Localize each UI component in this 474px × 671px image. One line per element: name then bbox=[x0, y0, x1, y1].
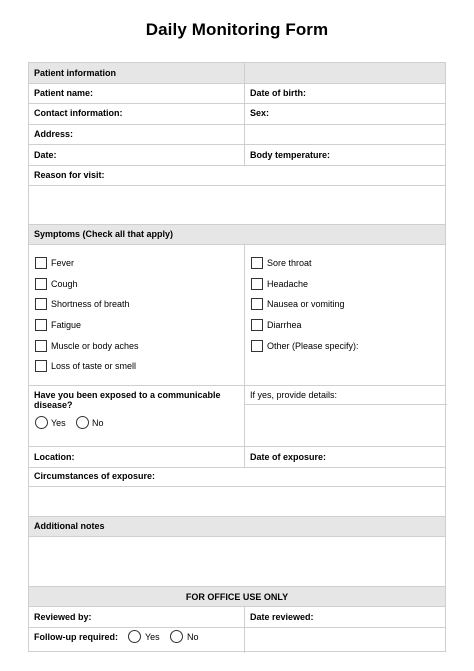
exposure-yes-radio[interactable] bbox=[35, 416, 48, 429]
divider bbox=[244, 404, 447, 405]
monitoring-form bbox=[28, 62, 446, 652]
follow-up-no-label: No bbox=[187, 632, 199, 642]
fever-checkbox[interactable] bbox=[35, 257, 47, 269]
diarrhea-checkbox[interactable] bbox=[251, 319, 263, 331]
date-label: Date: bbox=[34, 150, 57, 160]
date-of-exposure-label: Date of exposure: bbox=[250, 452, 327, 462]
exposure-yes-label: Yes bbox=[51, 418, 66, 428]
divider bbox=[29, 83, 445, 84]
loss-of-taste-checkbox[interactable] bbox=[35, 360, 47, 372]
shortness-of-breath-label: Shortness of breath bbox=[51, 299, 130, 309]
exposure-question-label: Have you been exposed to a communicable disease? bbox=[34, 390, 221, 410]
follow-up-yes-label: Yes bbox=[145, 632, 160, 642]
divider bbox=[29, 103, 445, 104]
divider bbox=[29, 446, 445, 447]
diarrhea-label: Diarrhea bbox=[267, 320, 302, 330]
nausea-checkbox[interactable] bbox=[251, 298, 263, 310]
shortness-of-breath-checkbox[interactable] bbox=[35, 298, 47, 310]
contact-info-label: Contact information: bbox=[34, 108, 123, 118]
divider bbox=[29, 486, 445, 487]
column-divider bbox=[244, 385, 245, 467]
location-label: Location: bbox=[34, 452, 75, 462]
divider bbox=[29, 536, 445, 537]
column-divider bbox=[244, 606, 245, 653]
other-symptom-checkbox[interactable] bbox=[251, 340, 263, 352]
cough-label: Cough bbox=[51, 279, 78, 289]
divider bbox=[29, 144, 445, 145]
sore-throat-label: Sore throat bbox=[267, 258, 312, 268]
office-header: FOR OFFICE USE ONLY bbox=[185, 592, 289, 602]
divider bbox=[29, 467, 445, 468]
loss-of-taste-label: Loss of taste or smell bbox=[51, 361, 137, 371]
fever-label: Fever bbox=[51, 258, 75, 268]
muscle-aches-label: Muscle or body aches bbox=[51, 341, 139, 351]
headache-checkbox[interactable] bbox=[251, 278, 263, 290]
reason-for-visit-label: Reason for visit: bbox=[34, 170, 105, 180]
divider bbox=[29, 385, 445, 386]
follow-up-yes-radio[interactable] bbox=[128, 630, 141, 643]
column-divider bbox=[244, 63, 245, 165]
headache-label: Headache bbox=[267, 279, 309, 289]
muscle-aches-checkbox[interactable] bbox=[35, 340, 47, 352]
divider bbox=[29, 627, 445, 628]
address-label: Address: bbox=[34, 129, 74, 139]
sore-throat-checkbox[interactable] bbox=[251, 257, 263, 269]
follow-up-no-radio[interactable] bbox=[170, 630, 183, 643]
exposure-no-label: No bbox=[92, 418, 104, 428]
cough-checkbox[interactable] bbox=[35, 278, 47, 290]
nausea-label: Nausea or vomiting bbox=[267, 299, 345, 309]
date-of-birth-label: Date of birth: bbox=[250, 88, 306, 98]
fatigue-label: Fatigue bbox=[51, 320, 82, 330]
form-title: Daily Monitoring Form bbox=[145, 20, 329, 39]
divider bbox=[29, 165, 445, 166]
circumstances-label: Circumstances of exposure: bbox=[34, 471, 156, 481]
column-divider bbox=[244, 244, 245, 385]
body-temperature-label: Body temperature: bbox=[250, 150, 331, 160]
date-reviewed-label: Date reviewed: bbox=[250, 612, 314, 622]
follow-up-label: Follow-up required: bbox=[34, 632, 118, 642]
divider bbox=[29, 606, 445, 607]
divider bbox=[29, 244, 445, 245]
exposure-details-label: If yes, provide details: bbox=[250, 390, 338, 400]
reviewed-by-label: Reviewed by: bbox=[34, 612, 92, 622]
sex-label: Sex: bbox=[250, 108, 270, 118]
fatigue-checkbox[interactable] bbox=[35, 319, 47, 331]
divider bbox=[29, 185, 445, 186]
divider bbox=[29, 124, 445, 125]
patient-name-label: Patient name: bbox=[34, 88, 94, 98]
additional-notes-header: Additional notes bbox=[29, 517, 445, 536]
other-symptom-label: Other (Please specify): bbox=[267, 341, 359, 351]
patient-info-header: Patient information bbox=[29, 63, 445, 83]
symptoms-header: Symptoms (Check all that apply) bbox=[29, 225, 445, 244]
exposure-no-radio[interactable] bbox=[76, 416, 89, 429]
